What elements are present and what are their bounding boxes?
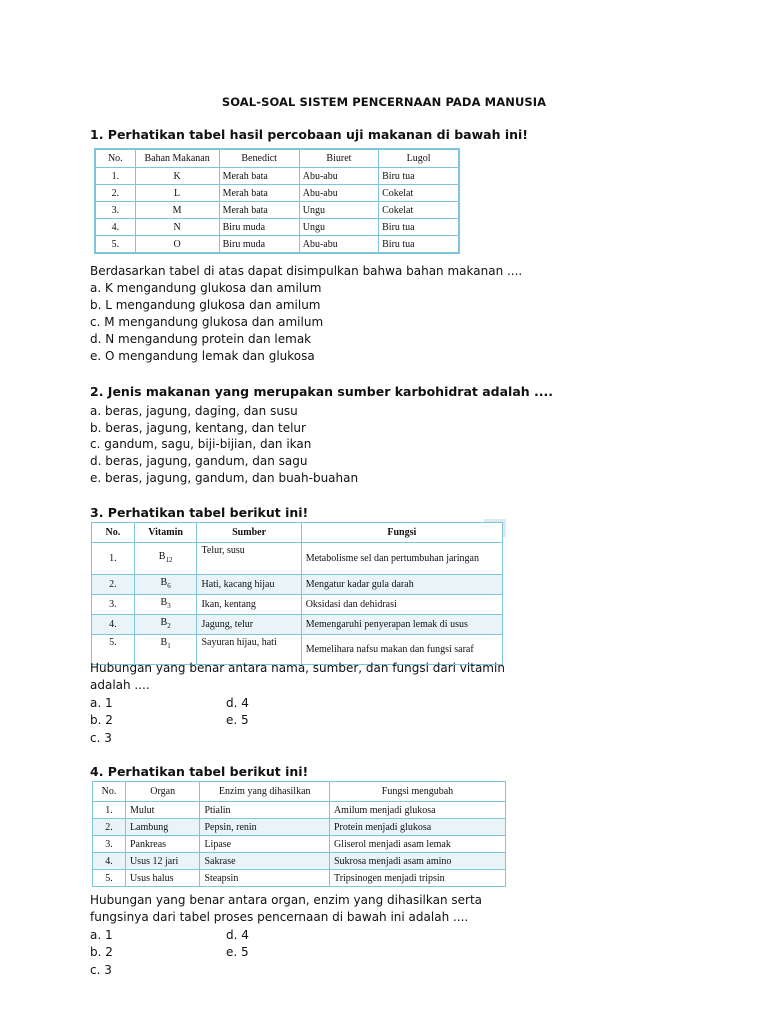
table-cell: Merah bata bbox=[219, 202, 299, 219]
table-cell: Mulut bbox=[125, 802, 199, 819]
table-cell: Amilum menjadi glukosa bbox=[329, 802, 505, 819]
table-cell: Abu-abu bbox=[299, 185, 378, 202]
question-4-stem-continued: fungsinya dari tabel proses pencernaan di bawah ini adalah .... bbox=[90, 910, 469, 924]
vitamin-cell bbox=[134, 615, 197, 635]
table-cell: 1. bbox=[93, 802, 126, 819]
answer-option: d. beras, jagung, gandum, dan sagu bbox=[90, 454, 308, 468]
table-header-row bbox=[92, 523, 503, 543]
table-cell: Abu-abu bbox=[299, 236, 378, 254]
table-cell: Memengaruhi penyerapan lemak di usus bbox=[301, 615, 502, 635]
table-row bbox=[95, 219, 459, 236]
table-cell: 3. bbox=[92, 595, 135, 615]
answer-option: a. 1 bbox=[90, 696, 113, 710]
answer-option: a. K mengandung glukosa dan amilum bbox=[90, 281, 322, 295]
table-header-row bbox=[95, 149, 459, 168]
table-cell: Usus halus bbox=[125, 870, 199, 887]
table-header-cell: Enzim yang dihasilkan bbox=[200, 782, 330, 802]
vitamin-subscript: 12 bbox=[165, 556, 173, 564]
question-2-heading: 2. Jenis makanan yang merupakan sumber karbohidrat adalah .... bbox=[90, 384, 554, 399]
question-3-stem-continued: adalah .... bbox=[90, 678, 150, 692]
table-header-cell: No. bbox=[93, 782, 126, 802]
table-cell: Sakrase bbox=[200, 853, 330, 870]
table-cell: Pepsin, renin bbox=[200, 819, 330, 836]
table-cell: K bbox=[135, 168, 219, 185]
answer-option: a. 1 bbox=[90, 928, 113, 942]
vitamin-cell bbox=[134, 595, 197, 615]
question-4-stem: Hubungan yang benar antara organ, enzim yang dihasilkan serta bbox=[90, 893, 483, 907]
table-header-cell: Benedict bbox=[219, 149, 299, 168]
question-4-heading: 4. Perhatikan tabel berikut ini! bbox=[90, 764, 309, 779]
table-cell: 2. bbox=[95, 185, 135, 202]
table-header-cell: Vitamin bbox=[134, 523, 197, 543]
table-header-cell: Bahan Makanan bbox=[135, 149, 219, 168]
table-header-cell: Organ bbox=[125, 782, 199, 802]
table-cell: Mengatur kadar gula darah bbox=[301, 575, 502, 595]
question-1-heading: 1. Perhatikan tabel hasil percobaan uji makanan di bawah ini! bbox=[90, 127, 529, 142]
question-3-heading: 3. Perhatikan tabel berikut ini! bbox=[90, 505, 309, 520]
table-row bbox=[93, 836, 506, 853]
vitamin-cell bbox=[134, 543, 197, 575]
food-test-table bbox=[94, 148, 460, 254]
vitamin-cell bbox=[134, 575, 197, 595]
table-cell: Protein menjadi glukosa bbox=[329, 819, 505, 836]
table-cell: Ptialin bbox=[200, 802, 330, 819]
table-cell: Tripsinogen menjadi tripsin bbox=[329, 870, 505, 887]
table-header-cell: Sumber bbox=[197, 523, 301, 543]
answer-option: b. 2 bbox=[90, 713, 113, 727]
vitamin-subscript: 3 bbox=[167, 602, 171, 610]
vitamin-subscript: 2 bbox=[167, 622, 171, 630]
table-header-cell: No. bbox=[95, 149, 135, 168]
table-header-cell: Biuret bbox=[299, 149, 378, 168]
answer-option: d. N mengandung protein dan lemak bbox=[90, 332, 312, 346]
table-cell: 4. bbox=[93, 853, 126, 870]
table-cell: 2. bbox=[93, 819, 126, 836]
table-cell: Merah bata bbox=[219, 185, 299, 202]
answer-option: d. 4 bbox=[226, 928, 249, 942]
answer-option: c. M mengandung glukosa dan amilum bbox=[90, 315, 324, 329]
answer-option: b. 2 bbox=[90, 945, 113, 959]
table-row bbox=[95, 168, 459, 185]
table-cell: Cokelat bbox=[379, 202, 459, 219]
table-cell: Lipase bbox=[200, 836, 330, 853]
table-cell: 4. bbox=[92, 615, 135, 635]
vitamin-letter: B bbox=[160, 577, 168, 588]
answer-option: b. beras, jagung, kentang, dan telur bbox=[90, 421, 306, 435]
table-row bbox=[93, 819, 506, 836]
table-cell: Pankreas bbox=[125, 836, 199, 853]
question-3-stem: Hubungan yang benar antara nama, sumber, dan fungsi dari vitamin bbox=[90, 661, 505, 675]
table-row bbox=[92, 543, 503, 575]
table-cell: Merah bata bbox=[219, 168, 299, 185]
table-cell: Biru tua bbox=[379, 219, 459, 236]
table-row bbox=[93, 853, 506, 870]
table-cell: Biru muda bbox=[219, 219, 299, 236]
table-cell: 2. bbox=[92, 575, 135, 595]
vitamin-letter: B bbox=[160, 617, 168, 628]
answer-option: c. 3 bbox=[90, 731, 112, 745]
table-cell: Abu-abu bbox=[299, 168, 378, 185]
answer-option: c. gandum, sagu, biji-bijian, dan ikan bbox=[90, 437, 312, 451]
table-cell: M bbox=[135, 202, 219, 219]
table-cell: O bbox=[135, 236, 219, 254]
table-cell: N bbox=[135, 219, 219, 236]
table-row bbox=[93, 802, 506, 819]
answer-option: e. beras, jagung, gandum, dan buah-buahan bbox=[90, 471, 359, 485]
question-1-stem: Berdasarkan tabel di atas dapat disimpulkan bahwa bahan makanan .... bbox=[90, 264, 523, 278]
table-cell: Biru tua bbox=[379, 168, 459, 185]
table-row bbox=[92, 595, 503, 615]
table-cell: 5. bbox=[93, 870, 126, 887]
table-cell: 5. bbox=[92, 635, 135, 665]
vitamin-subscript: 1 bbox=[167, 642, 171, 650]
table-cell: 3. bbox=[95, 202, 135, 219]
table-row bbox=[92, 575, 503, 595]
answer-option: b. L mengandung glukosa dan amilum bbox=[90, 298, 321, 312]
table-header-row bbox=[93, 782, 506, 802]
table-cell: Sayuran hijau, hati bbox=[197, 635, 301, 665]
table-cell: Usus 12 jari bbox=[125, 853, 199, 870]
table-row bbox=[95, 202, 459, 219]
vitamin-letter: B bbox=[160, 637, 168, 648]
table-cell: 4. bbox=[95, 219, 135, 236]
table-cell: 5. bbox=[95, 236, 135, 254]
vitamin-letter: B bbox=[160, 597, 168, 608]
table-cell: Telur, susu bbox=[197, 543, 301, 575]
table-cell: Steapsin bbox=[200, 870, 330, 887]
table-cell: Hati, kacang hijau bbox=[197, 575, 301, 595]
table-header-cell: No. bbox=[92, 523, 135, 543]
answer-option: d. 4 bbox=[226, 696, 249, 710]
table-cell: Sukrosa menjadi asam amino bbox=[329, 853, 505, 870]
table-row bbox=[92, 635, 503, 665]
table-cell: Biru muda bbox=[219, 236, 299, 254]
table-header-cell: Fungsi mengubah bbox=[329, 782, 505, 802]
table-cell: L bbox=[135, 185, 219, 202]
answer-option: a. beras, jagung, daging, dan susu bbox=[90, 404, 298, 418]
table-cell: Oksidasi dan dehidrasi bbox=[301, 595, 502, 615]
table-header-cell: Fungsi bbox=[301, 523, 502, 543]
digestion-enzyme-table bbox=[92, 781, 506, 887]
table-cell: Cokelat bbox=[379, 185, 459, 202]
page-title: SOAL-SOAL SISTEM PENCERNAAN PADA MANUSIA bbox=[221, 95, 547, 109]
table-row bbox=[93, 870, 506, 887]
vitamin-subscript: 6 bbox=[167, 582, 171, 590]
vitamin-letter: B bbox=[158, 551, 166, 562]
table-cell: Metabolisme sel dan pertumbuhan jaringan bbox=[301, 543, 502, 575]
table-cell: Gliserol menjadi asam lemak bbox=[329, 836, 505, 853]
table-row bbox=[92, 615, 503, 635]
table-cell: Ikan, kentang bbox=[197, 595, 301, 615]
table-cell: Jagung, telur bbox=[197, 615, 301, 635]
table-cell: 3. bbox=[93, 836, 126, 853]
answer-option: c. 3 bbox=[90, 963, 112, 977]
table-cell: 1. bbox=[92, 543, 135, 575]
vitamin-cell bbox=[134, 635, 197, 665]
vitamin-table bbox=[91, 522, 503, 665]
table-cell: Lambung bbox=[125, 819, 199, 836]
table-header-cell: Lugol bbox=[379, 149, 459, 168]
answer-option: e. 5 bbox=[226, 945, 249, 959]
answer-option: e. 5 bbox=[226, 713, 249, 727]
table-cell: 1. bbox=[95, 168, 135, 185]
table-cell: Memelihara nafsu makan dan fungsi saraf bbox=[301, 635, 502, 665]
table-cell: Biru tua bbox=[379, 236, 459, 254]
answer-option: e. O mengandung lemak dan glukosa bbox=[90, 349, 315, 363]
table-cell: Ungu bbox=[299, 219, 378, 236]
table-row bbox=[95, 236, 459, 254]
table-row bbox=[95, 185, 459, 202]
table-cell: Ungu bbox=[299, 202, 378, 219]
